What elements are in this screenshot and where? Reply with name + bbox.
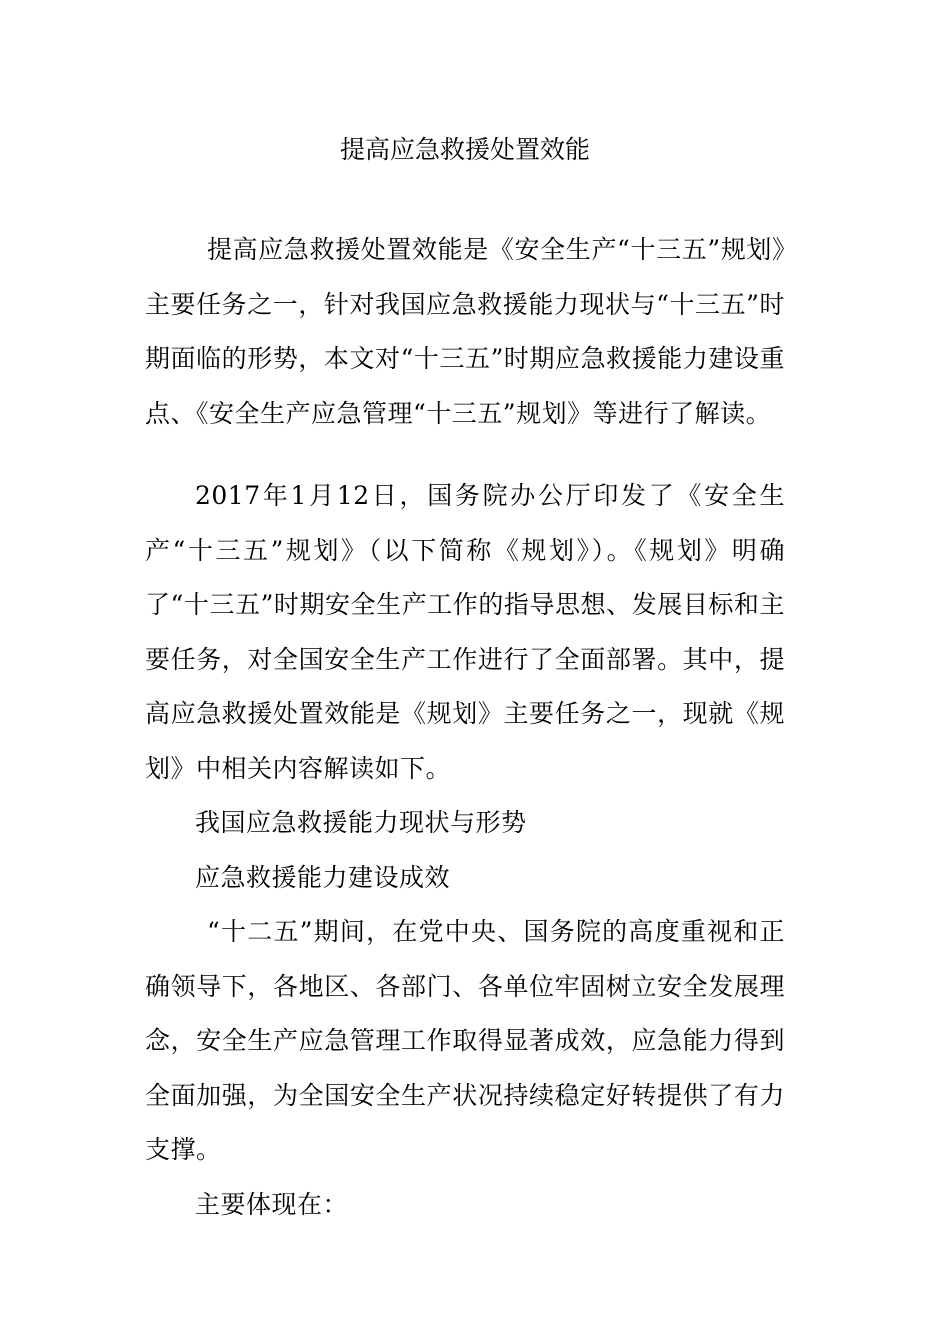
section-heading-status: 我国应急救援能力现状与形势 — [195, 808, 527, 837]
document-title: 提高应急救援处置效能 — [339, 135, 590, 164]
paragraph-intro: 提高应急救援处置效能是《安全生产“十三五”规划》主要任务之一，针对我国应急救援能力现状与“十三五”时期面临的形势，本文对“十三五”时期应急救援能力建设重点、《安全生产应急管理“十三五”规划》等进行了解读。 — [145, 235, 785, 428]
paragraph-achievements: “十二五”期间，在党中央、国务院的高度重视和正确领导下，各地区、各部门、各单位牢固树立安全发展理念，安全生产应急管理工作取得显著成效，应急能力得到全面加强，为全国安全生产状况持续稳定好转提供了有力支撑。 — [145, 917, 785, 1164]
subsection-heading-achievements: 应急救援能力建设成效 — [195, 862, 451, 892]
document-body — [145, 223, 785, 1232]
paragraph-main-points: 主要体现在： — [195, 1189, 349, 1219]
paragraph-background: 2017年1月12日，国务院办公厅印发了《安全生产“十三五”规划》（以下简称《规划》）。《规划》明确了“十三五”时期安全生产工作的指导思想、发展目标和主要任务，对全国安全生产工作进行了全面部署。其中，提高应急救援处置效能是《规划》主要任务之一，现就《规划》中相关内容解读如下。 — [145, 481, 785, 783]
